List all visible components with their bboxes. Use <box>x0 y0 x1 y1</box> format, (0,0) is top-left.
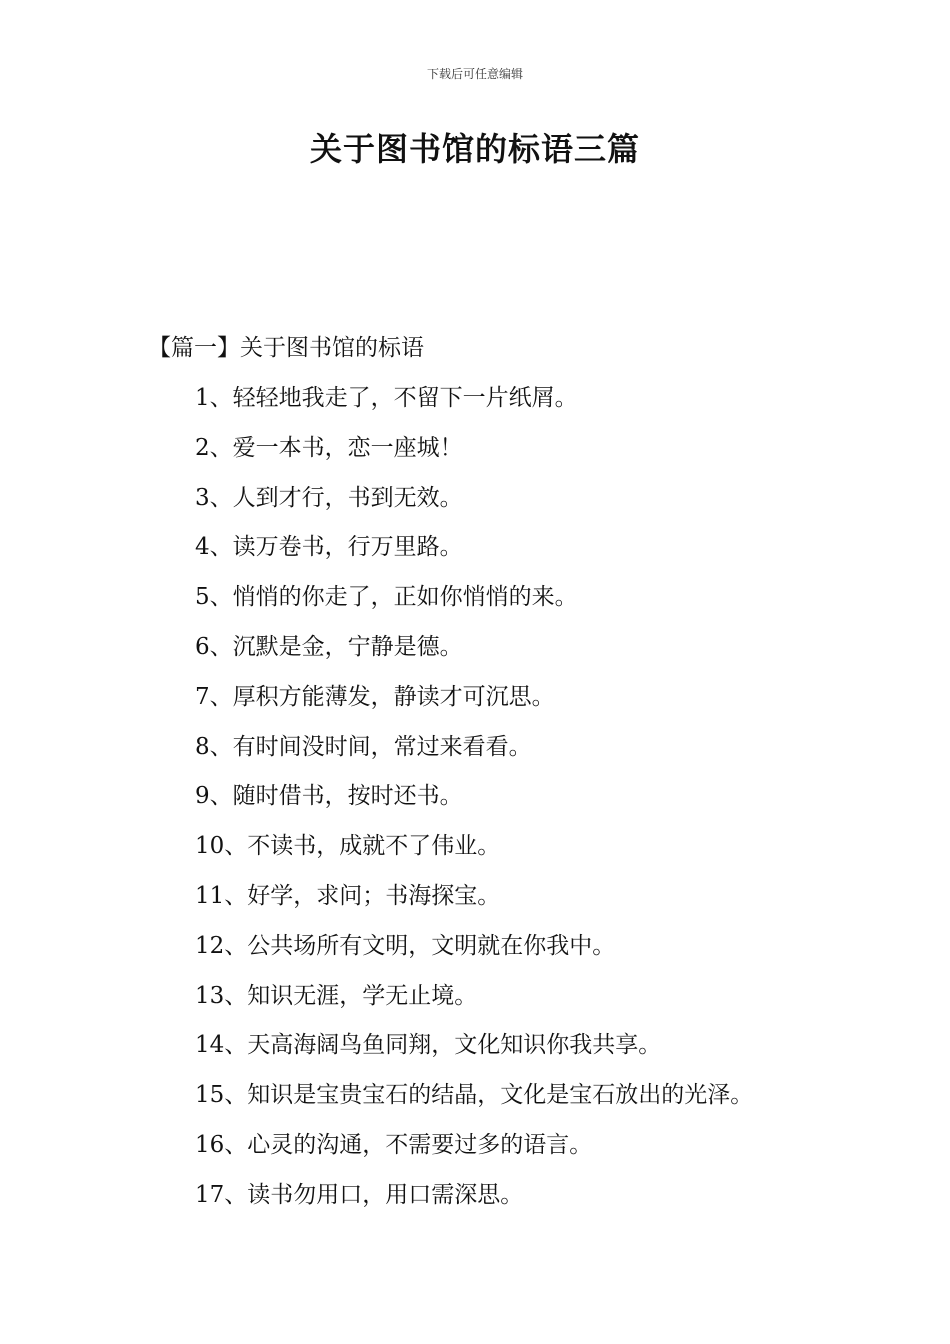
list-item: 17、读书勿用口，用口需深思。 <box>195 1181 524 1208</box>
header-note: 下载后可任意编辑 <box>426 67 523 81</box>
list-item: 15、知识是宝贵宝石的结晶，文化是宝石放出的光泽。 <box>195 1082 754 1109</box>
slogan-list <box>195 380 753 1227</box>
list-item: 8、有时间没时间，常过来看看。 <box>195 733 532 760</box>
document-title: 关于图书馆的标语三篇 <box>309 130 640 168</box>
list-item: 12、公共场所有文明，文明就在你我中。 <box>195 932 616 959</box>
list-item: 3、人到才行，书到无效。 <box>195 484 463 511</box>
list-item: 11、好学，求问；书海探宝。 <box>195 882 501 909</box>
list-item: 13、知识无涯，学无止境。 <box>195 982 478 1009</box>
list-item: 1、轻轻地我走了，不留下一片纸屑。 <box>195 385 578 411</box>
list-item: 14、天高海阔鸟鱼同翔，文化知识你我共享。 <box>195 1032 662 1059</box>
list-item: 9、随时借书，按时还书。 <box>195 783 463 810</box>
list-item: 6、沉默是金，宁静是德。 <box>195 633 463 660</box>
list-item: 7、厚积方能薄发，静读才可沉思。 <box>195 683 555 710</box>
list-item: 2、爱一本书，恋一座城！ <box>195 434 463 461</box>
section-heading: 【篇一】关于图书馆的标语 <box>148 335 424 361</box>
list-item: 10、不读书，成就不了伟业。 <box>195 833 501 860</box>
list-item: 16、心灵的沟通，不需要过多的语言。 <box>195 1131 593 1158</box>
list-item: 4、读万卷书，行万里路。 <box>195 534 463 561</box>
list-item: 5、悄悄的你走了，正如你悄悄的来。 <box>195 584 578 611</box>
